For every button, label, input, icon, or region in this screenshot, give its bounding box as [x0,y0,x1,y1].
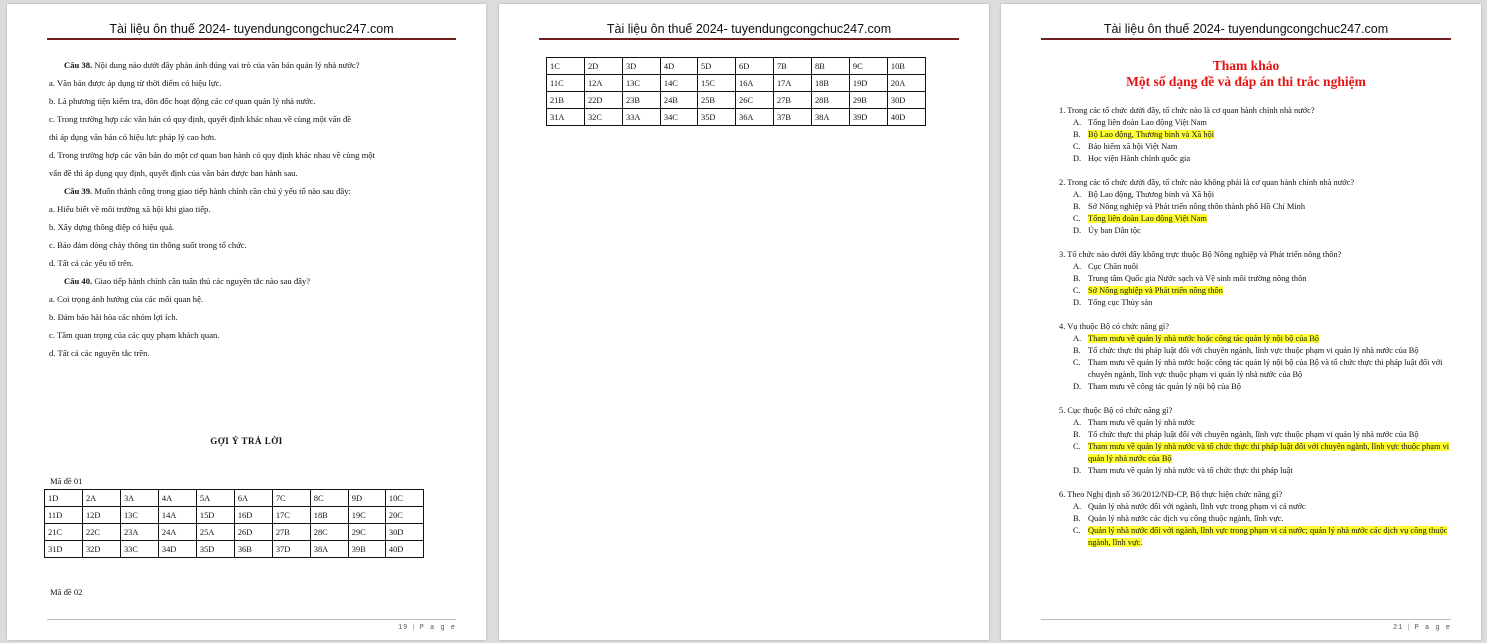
answer-cell: 29C [348,524,385,541]
answer-cell: 19C [348,507,385,524]
option-letter: B. [1073,430,1081,439]
answer-cell: 27B [773,92,811,109]
question-block [1059,321,1457,393]
multiple-choice-questions [1059,105,1457,561]
option-letter: B. [1073,274,1081,283]
exam-code-01-label: Mã đề 01 [50,476,83,486]
answer-cell: 15C [698,75,736,92]
answer-cell: 17A [773,75,811,92]
option-text: Tham mưu về quản lý nhà nước hoặc công tác quản lý nội bộ của Bộ và tổ chức thực thi pháp luật đối với chuyên ngành, lĩnh vực thuộc phạm vi quản lý nhà nước của Bộ [1088,358,1443,379]
option-continuation: vấn đề thì áp dụng quy định, quyết định của văn bản được ban hành sau. [49,168,298,178]
option-letter: D. [1073,226,1082,235]
answer-cell: 39D [849,109,887,126]
option-letter: A. [1073,502,1082,511]
question-block [1059,249,1457,309]
option-text: Bộ Lao động, Thương binh và Xã hội [1088,190,1215,199]
answer-option [1059,201,1457,213]
answer-cell: 24A [158,524,196,541]
answer-cell: 11D [45,507,83,524]
answer-cell: 7B [773,58,811,75]
correct-answer-option [1059,213,1457,225]
answer-option: c. Trong trường hợp các văn bản có quy định, quyết định khác nhau về cùng một vấn đề [49,114,352,124]
answer-cell: 16A [736,75,774,92]
question-text: Giao tiếp hành chính cần tuân thủ các nguyên tắc nào sau đây? [92,276,311,286]
option-text: Tổng liên đoàn Lao động Việt Nam [1088,214,1207,223]
answer-cell: 5A [196,490,234,507]
option-letter: C. [1073,526,1081,535]
option-letter: C. [1073,442,1081,451]
answer-table-02 [546,57,926,126]
answer-option [1059,501,1457,513]
option-text: Quản lý nhà nước đối với ngành, lĩnh vực trong phạm vi cả nước [1088,502,1306,511]
option-text: Học viện Hành chính quốc gia [1088,154,1191,163]
answer-cell: 27B [272,524,310,541]
page-header: Tài liệu ôn thuế 2024- tuyendungcongchuc247.com [1103,22,1389,36]
option-letter: C. [1073,358,1081,367]
option-letter: C. [1073,286,1081,295]
question-block [1059,177,1457,237]
answer-cell: 39B [348,541,385,558]
answer-cell: 37D [272,541,310,558]
answer-cell: 36B [234,541,272,558]
answer-cell: 3D [622,58,660,75]
answer-option [1059,141,1457,153]
option-text: Trung tâm Quốc gia Nước sạch và Vệ sinh môi trường nông thôn [1088,274,1307,283]
answer-cell: 33A [622,109,660,126]
page-header: Tài liệu ôn thuế 2024- tuyendungcongchuc247.com [606,22,892,36]
option-letter: A. [1073,118,1082,127]
question-text: 2. Trong các tổ chức dưới đây, tổ chức nào không phải là cơ quan hành chính nhà nước? [1059,178,1355,187]
answer-cell: 7C [272,490,310,507]
question-label: Câu 40. [64,276,93,286]
answer-cell: 32D [82,541,120,558]
option-text: Bảo hiểm xã hội Việt Nam [1088,142,1178,151]
answer-cell: 12D [82,507,120,524]
option-letter: D. [1073,298,1082,307]
answer-option: d. Tất cả các yếu tố trên. [49,258,134,268]
answer-cell: 16D [234,507,272,524]
question-text: 4. Vụ thuộc Bộ có chức năng gì? [1059,322,1169,331]
answer-option [1059,465,1457,477]
answer-cell: 13C [622,75,660,92]
option-letter: A. [1073,418,1082,427]
answer-option [1059,153,1457,165]
answer-cell: 28C [310,524,348,541]
question-stem [49,182,458,200]
page-word: P a g e [1414,624,1451,632]
answer-cell: 18B [310,507,348,524]
question-stem [49,56,458,74]
answer-option [1059,357,1457,381]
header-rule [47,38,456,40]
page-header: Tài liệu ôn thuế 2024- tuyendungcongchuc247.com [109,22,394,36]
option-letter: B. [1073,130,1081,139]
page-footer: 21 | P a g e [1392,624,1451,632]
answer-cell: 4A [158,490,196,507]
page-footer: 19 | P a g e [397,624,456,632]
option-letter: A. [1073,334,1082,343]
answer-cell: 22D [584,92,622,109]
answer-cell: 31D [45,541,83,558]
answer-cell: 5D [698,58,736,75]
document-page-20 [499,4,989,640]
answer-cell: 10C [385,490,423,507]
answer-option [1059,117,1457,129]
option-text: Sở Nông nghiệp và Phát triển nông thôn thành phố Hồ Chí Minh [1088,202,1306,211]
option-text: Tham mưu về quản lý nhà nước và tổ chức thực thi pháp luật đối với chuyên ngành, lĩnh vực thuộc phạm vi quản lý nhà nước của Bộ [1088,442,1450,463]
page-number: 19 [397,624,409,632]
answer-cell: 32C [584,109,622,126]
option-text: Quản lý nhà nước đối với ngành, lĩnh vực trong phạm vi cả nước; quản lý nhà nước các dịch vụ công thuộc ngành, lĩnh vực. [1088,526,1448,547]
answer-cell: 21B [547,92,585,109]
option-letter: B. [1073,202,1081,211]
reference-title-line1: Tham khảo [1212,58,1280,73]
reference-title [1041,58,1451,90]
answer-cell: 6A [234,490,272,507]
answer-cell: 34C [660,109,697,126]
answer-cell: 9D [348,490,385,507]
answer-cell: 8B [811,58,849,75]
footer-rule [1041,619,1451,620]
answer-row [547,75,926,92]
question-text: Nội dung nào dưới đây phản ánh đúng vai trò của văn bản quản lý nhà nước? [92,60,360,70]
answer-cell: 29B [849,92,887,109]
answer-option: a. Hiểu biết về môi trường xã hội khi giao tiếp. [49,204,211,214]
answer-cell: 38A [310,541,348,558]
option-letter: C. [1073,214,1081,223]
answer-cell: 21C [45,524,83,541]
document-page-19 [7,4,486,640]
header-rule [1041,38,1451,40]
answer-cell: 18B [811,75,849,92]
answer-cell: 14A [158,507,196,524]
question-block [1059,405,1457,477]
answer-option: d. Tất cả các nguyên tắc trên. [49,348,150,358]
answer-cell: 3A [120,490,158,507]
option-text: Quản lý nhà nước các dịch vụ công thuộc ngành, lĩnh vực. [1088,514,1284,523]
answer-cell: 26C [736,92,774,109]
option-text: Ủy ban Dân tộc [1088,226,1141,235]
answer-cell: 37B [773,109,811,126]
option-letter: D. [1073,382,1082,391]
option-letter: A. [1073,262,1082,271]
answer-option [1059,261,1457,273]
option-text: Sở Nông nghiệp và Phát triển nông thôn [1088,286,1223,295]
answer-cell: 30D [385,524,423,541]
question-text: 3. Tổ chức nào dưới đây không trực thuộc Bộ Nông nghiệp và Phát triển nông thôn? [1059,250,1342,259]
answer-cell: 33C [120,541,158,558]
answer-option [1059,189,1457,201]
answer-option [1059,345,1457,357]
answer-cell: 28B [811,92,849,109]
answer-row [547,92,926,109]
answer-row [45,490,424,507]
answer-row [547,109,926,126]
answer-option [1059,417,1457,429]
question-stem [49,272,458,290]
correct-answer-option [1059,333,1457,345]
question-text: 5. Cục thuộc Bộ có chức năng gì? [1059,406,1173,415]
reference-title-line2: Một số dạng đề và đáp án thi trắc nghiệm [1126,74,1366,89]
option-text: Tham mưu về công tác quản lý nội bộ của Bộ [1088,382,1241,391]
question-label: Câu 39. [64,186,93,196]
answer-cell: 14C [660,75,697,92]
answer-cell: 25B [698,92,736,109]
answer-cell: 20C [385,507,423,524]
answer-option [1059,297,1457,309]
answer-row [45,541,424,558]
answer-cell: 19D [849,75,887,92]
answer-option: a. Văn bản được áp dụng từ thời điểm có hiệu lực. [49,78,222,88]
answer-cell: 1C [547,58,585,75]
answer-table-01 [44,489,424,558]
option-letter: B. [1073,514,1081,523]
answer-cell: 35D [196,541,234,558]
page-number: 21 [1392,624,1404,632]
page-word: P a g e [419,624,456,632]
answer-cell: 22C [82,524,120,541]
correct-answer-option [1059,129,1457,141]
option-letter: C. [1073,142,1081,151]
answer-cell: 12A [584,75,622,92]
answer-cell: 15D [196,507,234,524]
answer-cell: 17C [272,507,310,524]
answer-option [1059,381,1457,393]
answer-option [1059,273,1457,285]
option-text: Bộ Lao động, Thương binh và Xã hội [1088,130,1215,139]
answer-option: b. Đảm bảo hài hòa các nhóm lợi ích. [49,312,178,322]
answer-cell: 8C [310,490,348,507]
answer-cell: 38A [811,109,849,126]
answer-cell: 2D [584,58,622,75]
answer-cell: 40D [385,541,423,558]
answer-row [45,507,424,524]
answer-cell: 1D [45,490,83,507]
answer-row [547,58,926,75]
header-rule [539,38,959,40]
correct-answer-option [1059,285,1457,297]
correct-answer-option [1059,441,1457,465]
option-text: Tổng cục Thủy sản [1088,298,1153,307]
option-text: Tổ chức thực thi pháp luật đối với chuyên ngành, lĩnh vực thuộc phạm vi quản lý nhà nước của Bộ [1088,430,1419,439]
questions-38-40 [49,56,458,362]
answer-guide-title: GỢI Ý TRẢ LỜI [210,436,283,446]
question-label: Câu 38. [64,60,93,70]
option-text: Tham mưu về quản lý nhà nước [1088,418,1196,427]
question-text: Muốn thành công trong giao tiếp hành chính cần chú ý yếu tố nào sau đây: [92,186,351,196]
answer-cell: 20A [887,75,925,92]
answer-cell: 25A [196,524,234,541]
answer-cell: 4D [660,58,697,75]
answer-cell: 23A [120,524,158,541]
answer-cell: 31A [547,109,585,126]
option-text: Tổ chức thực thi pháp luật đối với chuyên ngành, lĩnh vực thuộc phạm vi quản lý nhà nước của Bộ [1088,346,1419,355]
option-text: Cục Chăn nuôi [1088,262,1139,271]
option-letter: D. [1073,154,1082,163]
answer-option [1059,429,1457,441]
answer-cell: 35D [698,109,736,126]
answer-cell: 34D [158,541,196,558]
answer-cell: 36A [736,109,774,126]
answer-cell: 9C [849,58,887,75]
answer-cell: 2A [82,490,120,507]
answer-cell: 26D [234,524,272,541]
answer-option: d. Trong trường hợp các văn bản do một cơ quan ban hành có quy định khác nhau về cùng một [49,150,375,160]
option-letter: B. [1073,346,1081,355]
answer-option: b. Xây dựng thông điệp có hiệu quả. [49,222,175,232]
option-continuation: thì áp dụng văn bản có hiệu lực pháp lý cao hơn. [49,132,217,142]
answer-cell: 30D [887,92,925,109]
correct-answer-option [1059,525,1457,549]
answer-cell: 23B [622,92,660,109]
answer-option [1059,225,1457,237]
answer-cell: 40D [887,109,925,126]
answer-cell: 6D [736,58,774,75]
answer-option: c. Bảo đảm dòng chảy thông tin thông suốt trong tổ chức. [49,240,247,250]
option-letter: A. [1073,190,1082,199]
answer-cell: 10B [887,58,925,75]
option-text: Tham mưu về quản lý nhà nước hoặc công tác quản lý nội bộ của Bộ [1088,334,1319,343]
option-text: Tổng liên đoàn Lao động Việt Nam [1088,118,1207,127]
answer-option: b. Là phương tiện kiểm tra, đôn đốc hoạt động các cơ quan quản lý nhà nước. [49,96,316,106]
answer-cell: 13C [120,507,158,524]
question-block [1059,105,1457,165]
answer-cell: 24B [660,92,697,109]
question-text: 6. Theo Nghị định số 36/2012/NĐ-CP, Bộ thực hiện chức năng gì? [1059,490,1283,499]
answer-cell: 11C [547,75,585,92]
exam-code-02-label: Mã đề 02 [50,587,83,597]
option-letter: D. [1073,466,1082,475]
option-text: Tham mưu về quản lý nhà nước và tổ chức thực thi pháp luật [1088,466,1293,475]
question-text: 1. Trong các tổ chức dưới đây, tổ chức nào là cơ quan hành chính nhà nước? [1059,106,1315,115]
answer-option [1059,513,1457,525]
document-page-21 [1001,4,1481,640]
answer-row [45,524,424,541]
question-block [1059,489,1457,549]
answer-option: a. Coi trọng ảnh hưởng của các mối quan hệ. [49,294,204,304]
footer-rule [47,619,456,620]
answer-option: c. Tầm quan trọng của các quy phạm khách quan. [49,330,220,340]
